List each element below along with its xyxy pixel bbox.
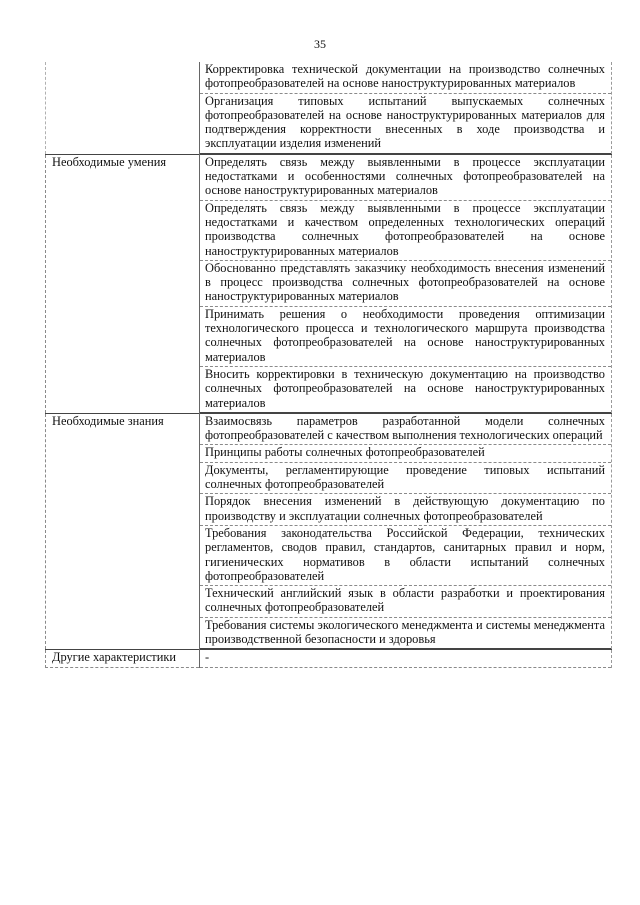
list-item: Принимать решения о необходимости проведения оптимизации технологического процесса и технологического маршрута производства солнечных фотопреобразователей на основе наноструктурированных материалов	[200, 307, 611, 367]
row-label-cell	[46, 413, 200, 649]
list-item: Документы, регламентирующие проведение типовых испытаний солнечных фотопреобразователей	[200, 463, 611, 495]
list-item: Требования законодательства Российской Федерации, технических регламентов, сводов правил, стандартов, санитарных правил и норм, гигиенических нормативов в области испытаний солнечных фотопреобразователей	[200, 526, 611, 586]
list-item: Порядок внесения изменений в действующую документацию по производству и эксплуатации солнечных фотопреобразователей	[200, 494, 611, 526]
row-label-cell	[46, 154, 200, 413]
row-label-cell	[46, 62, 200, 154]
table-row	[46, 62, 612, 154]
list-item: Определять связь между выявленными в процессе эксплуатации недостатками и особенностями солнечных фотопреобразователей на основе наноструктурированных материалов	[200, 155, 611, 201]
list-item: Организация типовых испытаний выпускаемых солнечных фотопреобразователей на основе наноструктурированных материалов для подтверждения корректности внесенных в ходе производства и эксплуатации изделия изменений	[200, 94, 611, 154]
row-value-cell	[200, 62, 612, 154]
list-item: Взаимосвязь параметров разработанной модели солнечных фотопреобразователей с качеством выполнения технологических операций	[200, 414, 611, 446]
competency-table	[45, 62, 612, 668]
list-item: Технический английский язык в области разработки и проектирования солнечных фотопреобразователей	[200, 586, 611, 618]
list-item: Определять связь между выявленными в процессе эксплуатации недостатками и качеством определенных технологических операций производства солнечных фотопреобразователей на основе наноструктурированных материалов	[200, 201, 611, 261]
list-item: Требования системы экологического менеджмента и системы менеджмента производственной безопасности и здоровья	[200, 618, 611, 650]
list-item: Корректировка технической документации на производство солнечных фотопреобразователей на основе наноструктурированных материалов	[200, 62, 611, 94]
row-label: Другие характеристики	[52, 650, 177, 665]
table-row	[46, 154, 612, 413]
row-label: Необходимые знания	[52, 413, 164, 428]
table-row	[46, 650, 612, 668]
row-value-cell	[200, 650, 612, 668]
row-value-cell	[200, 413, 612, 649]
list-item: -	[200, 650, 611, 667]
row-value-cell	[200, 154, 612, 413]
page-number: 35	[314, 37, 326, 51]
list-item: Обоснованно представлять заказчику необходимость внесения изменений в процесс производства солнечных фотопреобразователей на основе наноструктурированных материалов	[200, 261, 611, 307]
table-row	[46, 413, 612, 649]
row-label: Необходимые умения	[52, 154, 167, 169]
list-item: Вносить корректировки в техническую документацию на производство солнечных фотопреобразователей на основе наноструктурированных материалов	[200, 367, 611, 413]
list-item: Принципы работы солнечных фотопреобразователей	[200, 445, 611, 462]
row-label-cell	[46, 650, 200, 668]
